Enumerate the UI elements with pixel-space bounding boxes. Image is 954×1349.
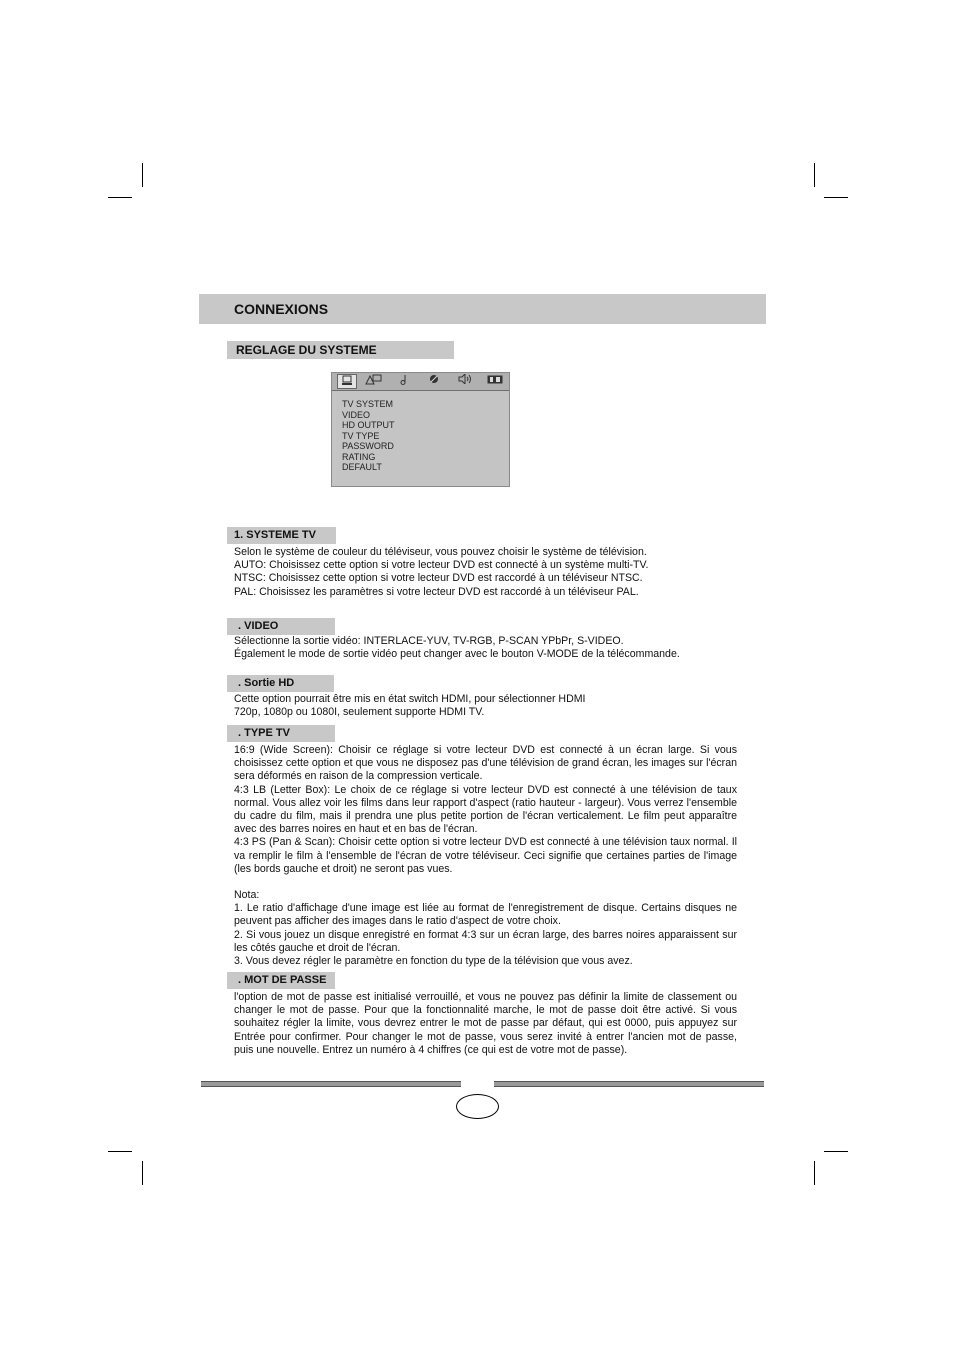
menu-item-list — [342, 399, 395, 473]
general-tab-icon — [337, 374, 357, 389]
text-line: AUTO: Choisissez cette option si votre lecteur DVD est connecté à un système multi-TV. — [234, 559, 649, 572]
menu-item-tv-type: TV TYPE — [342, 430, 380, 441]
video-text — [234, 635, 737, 661]
mot-de-passe-label: . MOT DE PASSE — [227, 972, 335, 989]
text-line: Cette option pourrait être mis en état switch HDMI, pour sélectionner HDMI — [234, 693, 586, 705]
systeme-tv-text — [234, 546, 737, 599]
type-tv-label: . TYPE TV — [227, 725, 335, 742]
speaker-tab-icon — [457, 374, 473, 389]
preference-tab-icon — [427, 374, 441, 389]
text-line: Également le mode de sortie vidéo peut changer avec le bouton V-MODE de la télécommande. — [234, 648, 680, 661]
crop-mark — [108, 197, 132, 198]
text-line: Sélectionne la sortie vidéo: INTERLACE-YUV, TV-RGB, P-SCAN YPbPr, S-VIDEO. — [234, 635, 624, 647]
exit-tab-icon — [485, 374, 505, 389]
sortie-hd-text — [234, 693, 737, 719]
video-label: . VIDEO — [227, 618, 335, 635]
section-title: REGLAGE DU SYSTEME — [236, 343, 377, 357]
menu-item-rating: RATING — [342, 451, 376, 462]
video-tab-icon — [363, 374, 385, 389]
paragraph: 16:9 (Wide Screen): Choisir ce réglage si votre lecteur DVD est connecté à un écran large. Si vous choisissez cette option et que vous ne disposez pas d'une télévision de grand écran, les images sur l'écran sera déformés en raison de la compression verticale. — [234, 744, 737, 783]
crop-mark — [142, 1161, 143, 1185]
crop-mark — [824, 1151, 848, 1152]
section-title-bar — [227, 341, 454, 359]
text-line: 720p, 1080p ou 1080I, seulement supporte HDMI TV. — [234, 706, 485, 719]
menu-item-default: DEFAULT — [342, 462, 382, 472]
paragraph: 4:3 PS (Pan & Scan): Choisir cette option si votre lecteur DVD est connecté à une télévision taux normal. Il va remplir le film à l'ensemble de l'écran de votre téléviseur. Ceci signifie que certaines parties de l'image (les bords gauche et droit) ne seront pas vues. — [234, 836, 737, 875]
menu-item-tv-system: TV SYSTEM — [342, 399, 394, 409]
menu-item-video: VIDEO — [342, 409, 371, 420]
text-line: Selon le système de couleur du téléviseur, vous pouvez choisir le système de télévision. — [234, 546, 647, 558]
paragraph: 4:3 LB (Letter Box): Le choix de ce réglage si votre lecteur DVD est connecté à une télévision de taux normal. Vous allez voir les films dans leur rapport d'aspect (ratio hauteur - largeur). Vous verrez l'ensemble du cadre du film, mais il prendra une plus petite portion de l'écran verticalement. Le film peut apparaître avec des barres noires en haut et en bas de l'écran. — [234, 783, 737, 836]
footer-rule-left — [201, 1081, 461, 1087]
sortie-hd-label: . Sortie HD — [227, 675, 334, 692]
setup-menu-screenshot — [331, 372, 510, 487]
crop-mark — [142, 163, 143, 187]
menu-item-hd-output: HD OUTPUT — [342, 420, 395, 430]
systeme-tv-label: 1. SYSTEME TV — [227, 527, 336, 544]
footer-rule-right — [494, 1081, 764, 1087]
audio-tab-icon — [397, 374, 411, 389]
mot-de-passe-text: l'option de mot de passe est initialisé verrouillé, et vous ne pouvez pas définir la limite de classement ou changer le mot de passe. Pour que la fonctionnalité marche, le mot de passe doit être activé. Si vous souhaitez régler la limite, vous devrez entrer le mot de passe par défaut, qui est 0000, puis appuyez sur Entrée pour confirmer. Pour changer le mot de passe, vous serez invité à entrer l'ancien mot de passe, puis une nouvelle. Entrez un numéro à 4 chiffres (ce qui est de votre mot de passe). — [234, 991, 737, 1056]
crop-mark — [108, 1151, 132, 1152]
crop-mark — [824, 197, 848, 198]
menu-tab-strip — [332, 373, 509, 391]
nota-title: Nota: — [234, 889, 260, 902]
note: 2. Si vous jouez un disque enregistré en format 4:3 sur un écran large, des barres noires apparaissent sur les côtés gauche et droit de l'écran. — [234, 928, 737, 954]
page-title: CONNEXIONS — [234, 301, 329, 317]
header-bar — [199, 294, 766, 324]
menu-item-password: PASSWORD — [342, 441, 394, 451]
note: 3. Vous devez régler le paramètre en fonction du type de la télévision que vous avez. — [234, 955, 633, 968]
text-line: NTSC: Choisissez cette option si votre lecteur DVD est raccordé à un téléviseur NTSC. — [234, 572, 643, 585]
page-number-oval — [456, 1094, 499, 1119]
text-line: PAL: Choisissez les paramètres si votre lecteur DVD est raccordé à un téléviseur PAL. — [234, 585, 639, 598]
crop-mark — [814, 1161, 815, 1185]
crop-mark — [814, 163, 815, 187]
type-tv-text — [234, 744, 737, 968]
note: 1. Le ratio d'affichage d'une image est liée au format de l'enregistrement de disque. Certains disques ne peuvent pas afficher des images dans le ratio d'aspect de votre choix. — [234, 902, 737, 928]
